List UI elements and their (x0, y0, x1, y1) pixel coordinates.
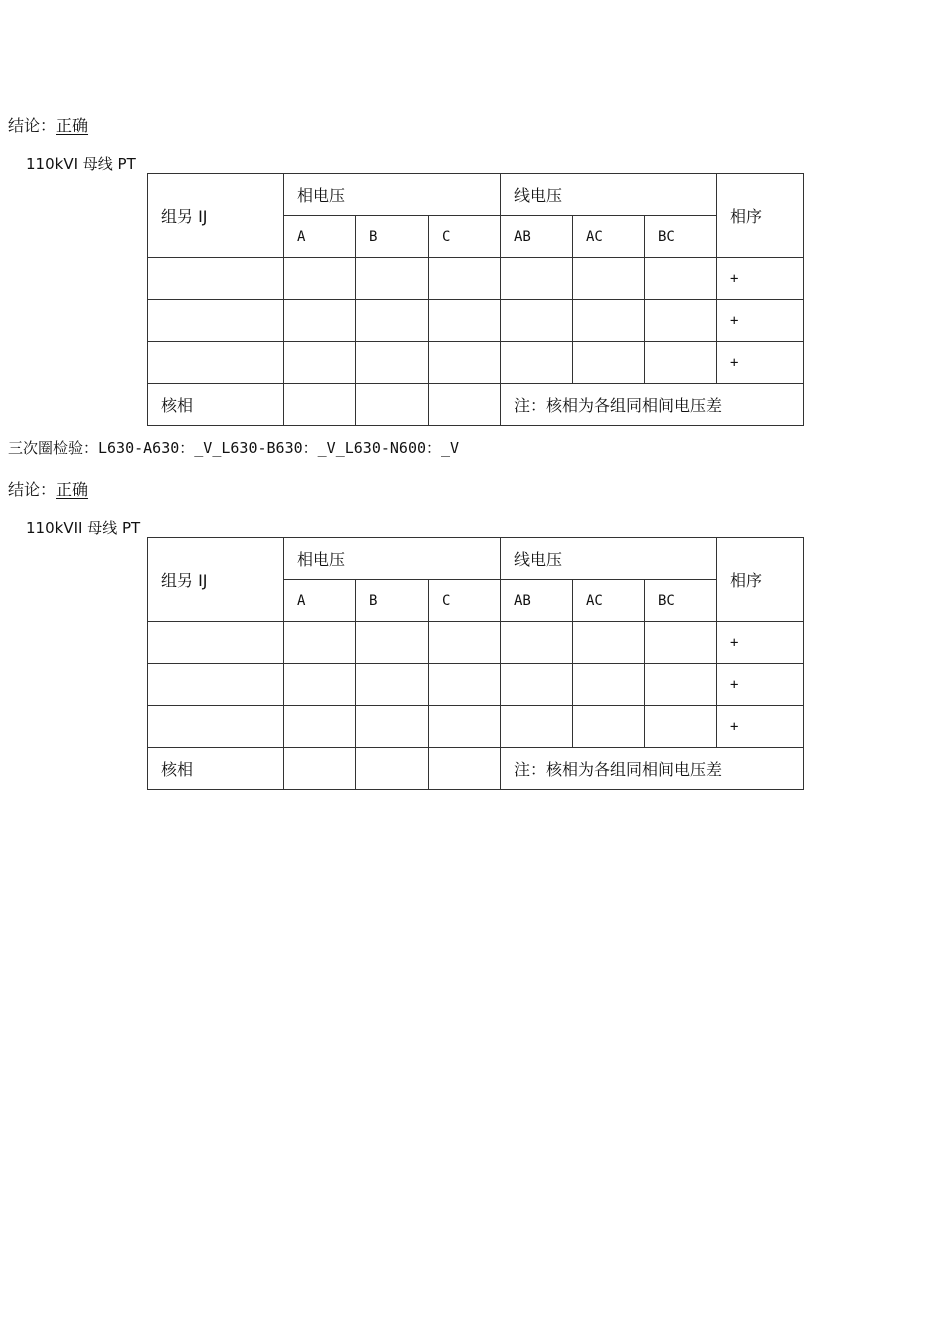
table-cell[interactable] (148, 342, 284, 384)
table-cell[interactable] (284, 622, 356, 664)
col-bc: BC (645, 580, 717, 622)
table-row (148, 342, 804, 384)
check-row (148, 384, 804, 426)
col-a: A (284, 580, 356, 622)
conclusion-label: 结论： (8, 480, 57, 499)
sequence-cell: + (717, 622, 804, 664)
table-1-title: 110kVI 母线 PT (26, 155, 136, 173)
table-cell[interactable] (356, 258, 429, 300)
line-voltage-header: 线电压 (501, 174, 717, 216)
table-cell[interactable] (429, 300, 501, 342)
table-cell[interactable] (573, 342, 645, 384)
group-header: 组另 IJ (148, 174, 284, 258)
check-note: 注：核相为各组同相间电压差 (501, 748, 804, 790)
table-cell[interactable] (429, 342, 501, 384)
table-2-title: 110kVII 母线 PT (26, 519, 141, 537)
table-row (148, 258, 804, 300)
table-cell[interactable] (501, 258, 573, 300)
table-cell[interactable] (501, 622, 573, 664)
table-cell[interactable] (501, 342, 573, 384)
table-cell[interactable] (148, 706, 284, 748)
table-cell[interactable] (356, 706, 429, 748)
table-cell[interactable] (429, 706, 501, 748)
col-ac: AC (573, 580, 645, 622)
table-cell[interactable] (284, 706, 356, 748)
conclusion-value: 正确 (56, 480, 89, 499)
table-cell[interactable] (429, 258, 501, 300)
col-c: C (429, 216, 501, 258)
sequence-header: 相序 (717, 538, 804, 622)
conclusion-1 (8, 116, 88, 136)
table-cell[interactable] (284, 342, 356, 384)
group-header: 组另 IJ (148, 538, 284, 622)
table-cell[interactable] (284, 748, 356, 790)
table-cell[interactable] (148, 664, 284, 706)
table-cell[interactable] (429, 622, 501, 664)
table-row (148, 706, 804, 748)
table-cell[interactable] (356, 748, 429, 790)
col-ab: AB (501, 580, 573, 622)
table-cell[interactable] (284, 258, 356, 300)
sequence-cell: + (717, 342, 804, 384)
table-cell[interactable] (429, 384, 501, 426)
table-cell[interactable] (501, 300, 573, 342)
sequence-cell: + (717, 258, 804, 300)
sequence-cell: + (717, 300, 804, 342)
col-bc: BC (645, 216, 717, 258)
check-label: 核相 (148, 748, 284, 790)
table-cell[interactable] (645, 664, 717, 706)
table-cell[interactable] (356, 622, 429, 664)
col-ab: AB (501, 216, 573, 258)
table-cell[interactable] (284, 300, 356, 342)
table-cell[interactable] (501, 706, 573, 748)
table-cell[interactable] (573, 300, 645, 342)
table-cell[interactable] (148, 258, 284, 300)
sequence-cell: + (717, 706, 804, 748)
col-a: A (284, 216, 356, 258)
table-cell[interactable] (356, 664, 429, 706)
conclusion-value: 正确 (56, 116, 89, 135)
table-cell[interactable] (645, 300, 717, 342)
phase-voltage-header: 相电压 (284, 538, 501, 580)
table-cell[interactable] (573, 706, 645, 748)
table-row (148, 300, 804, 342)
table-row (148, 664, 804, 706)
table-row (148, 622, 804, 664)
line-voltage-header: 线电压 (501, 538, 717, 580)
table-cell[interactable] (284, 664, 356, 706)
table-cell[interactable] (573, 622, 645, 664)
sequence-cell: + (717, 664, 804, 706)
pt-table-2 (147, 537, 804, 790)
table-cell[interactable] (645, 342, 717, 384)
pt-table-1 (147, 173, 804, 426)
col-ac: AC (573, 216, 645, 258)
table-cell[interactable] (645, 622, 717, 664)
table-cell[interactable] (356, 300, 429, 342)
conclusion-label: 结论： (8, 116, 57, 135)
check-note: 注：核相为各组同相间电压差 (501, 384, 804, 426)
check-label: 核相 (148, 384, 284, 426)
table-cell[interactable] (356, 342, 429, 384)
col-b: B (356, 216, 429, 258)
table-cell[interactable] (284, 384, 356, 426)
sequence-header: 相序 (717, 174, 804, 258)
col-b: B (356, 580, 429, 622)
table-cell[interactable] (356, 384, 429, 426)
phase-voltage-header: 相电压 (284, 174, 501, 216)
col-c: C (429, 580, 501, 622)
check-row (148, 748, 804, 790)
table-cell[interactable] (429, 748, 501, 790)
tertiary-check: 三次圈检验：L630-A630：_V_L630-B630：_V_L630-N600：_V (8, 439, 460, 457)
table-cell[interactable] (573, 258, 645, 300)
table-cell[interactable] (148, 622, 284, 664)
table-cell[interactable] (429, 664, 501, 706)
conclusion-2 (8, 480, 88, 500)
table-cell[interactable] (501, 664, 573, 706)
table-cell[interactable] (645, 258, 717, 300)
table-cell[interactable] (573, 664, 645, 706)
table-cell[interactable] (645, 706, 717, 748)
table-cell[interactable] (148, 300, 284, 342)
